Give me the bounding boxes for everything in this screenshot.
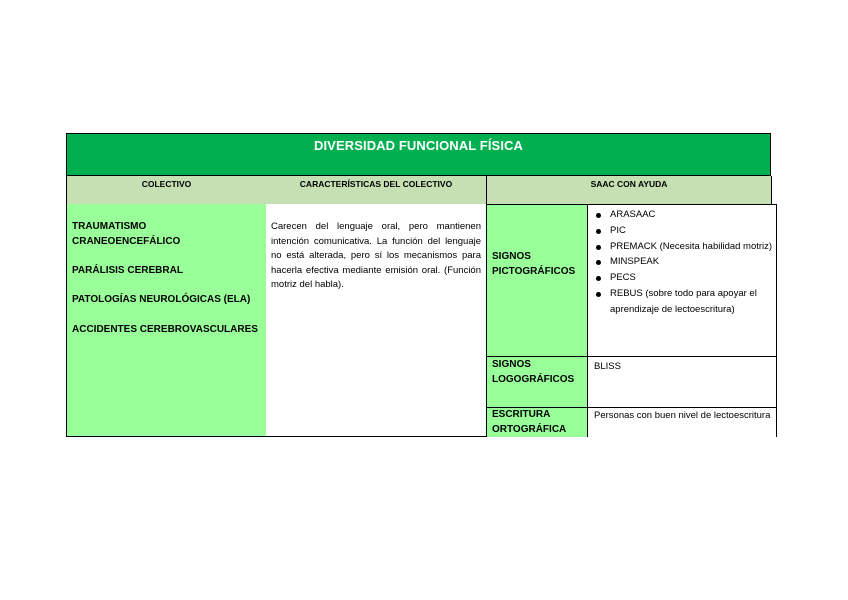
saac-label: SIGNOS PICTOGRÁFICOS (492, 251, 576, 277)
list-item (594, 254, 778, 270)
list-item (594, 286, 778, 318)
saac-row-ortografica (487, 408, 776, 437)
colectivo-cell (66, 204, 266, 437)
saac-value-cell (588, 408, 776, 437)
list-item-text: PIC (610, 224, 626, 236)
bullet-icon (596, 292, 601, 297)
saac-label-cell (487, 357, 588, 407)
bullet-icon (596, 213, 601, 218)
header-saac: SAAC CON AYUDA (486, 176, 772, 204)
colectivo-item: TRAUMATISMO (72, 221, 147, 232)
list-item-text: MINSPEAK (610, 256, 660, 268)
table-title: DIVERSIDAD FUNCIONAL FÍSICA (313, 138, 524, 153)
list-item-text: PREMACK (Necesita habilidad motriz) (610, 240, 773, 252)
saac-label-cell (487, 205, 588, 356)
bullet-icon (596, 276, 601, 281)
saac-value-cell (588, 205, 776, 356)
bullet-icon (596, 260, 601, 265)
header-colectivo: COLECTIVO (66, 176, 266, 204)
saac-value: BLISS (594, 361, 621, 372)
colectivo-item: ACCIDENTES CEREBROVASCULARES (72, 324, 258, 335)
colectivo-item: PATOLOGÍAS NEUROLÓGICAS (ELA) (72, 294, 251, 305)
bullet-icon (596, 229, 601, 234)
colectivo-item: CRANEOENCEFÁLICO (72, 236, 181, 247)
table-title-bar (66, 133, 771, 176)
saac-value: Personas con buen nivel de lectoescritura (594, 410, 771, 421)
saac-row-pictograficos (487, 205, 776, 357)
saac-label-cell (487, 408, 588, 437)
header-caracteristicas: CARACTERÍSTICAS DEL COLECTIVO (266, 176, 486, 204)
saac-label: SIGNOS LOGOGRÁFICOS (492, 359, 575, 385)
saac-table (486, 204, 777, 437)
saac-row-logograficos (487, 357, 776, 408)
saac-label: ESCRITURA ORTOGRÁFICA (492, 409, 567, 435)
saac-value-cell (588, 357, 776, 407)
list-item (594, 223, 778, 239)
list-item (594, 239, 778, 255)
caracteristicas-cell (266, 204, 486, 437)
bullet-icon (596, 245, 601, 250)
list-item-text: PECS (610, 272, 636, 284)
list-item-text: REBUS (sobre todo para apoyar el aprendizaje de lectoescritura) (610, 287, 757, 315)
pictograficos-list (594, 207, 778, 318)
list-item-text: ARASAAC (610, 209, 656, 220)
list-item (594, 207, 778, 223)
colectivo-item: PARÁLISIS CEREBRAL (72, 265, 183, 276)
caracteristicas-text: Carecen del lenguaje oral, pero mantienen intención comunicativa. La función del lenguaje no está alterada, pero sí los mecanismos para hacerla efectiva mediante emisión oral. (Función motriz del habla). (271, 221, 481, 290)
list-item (594, 270, 778, 286)
